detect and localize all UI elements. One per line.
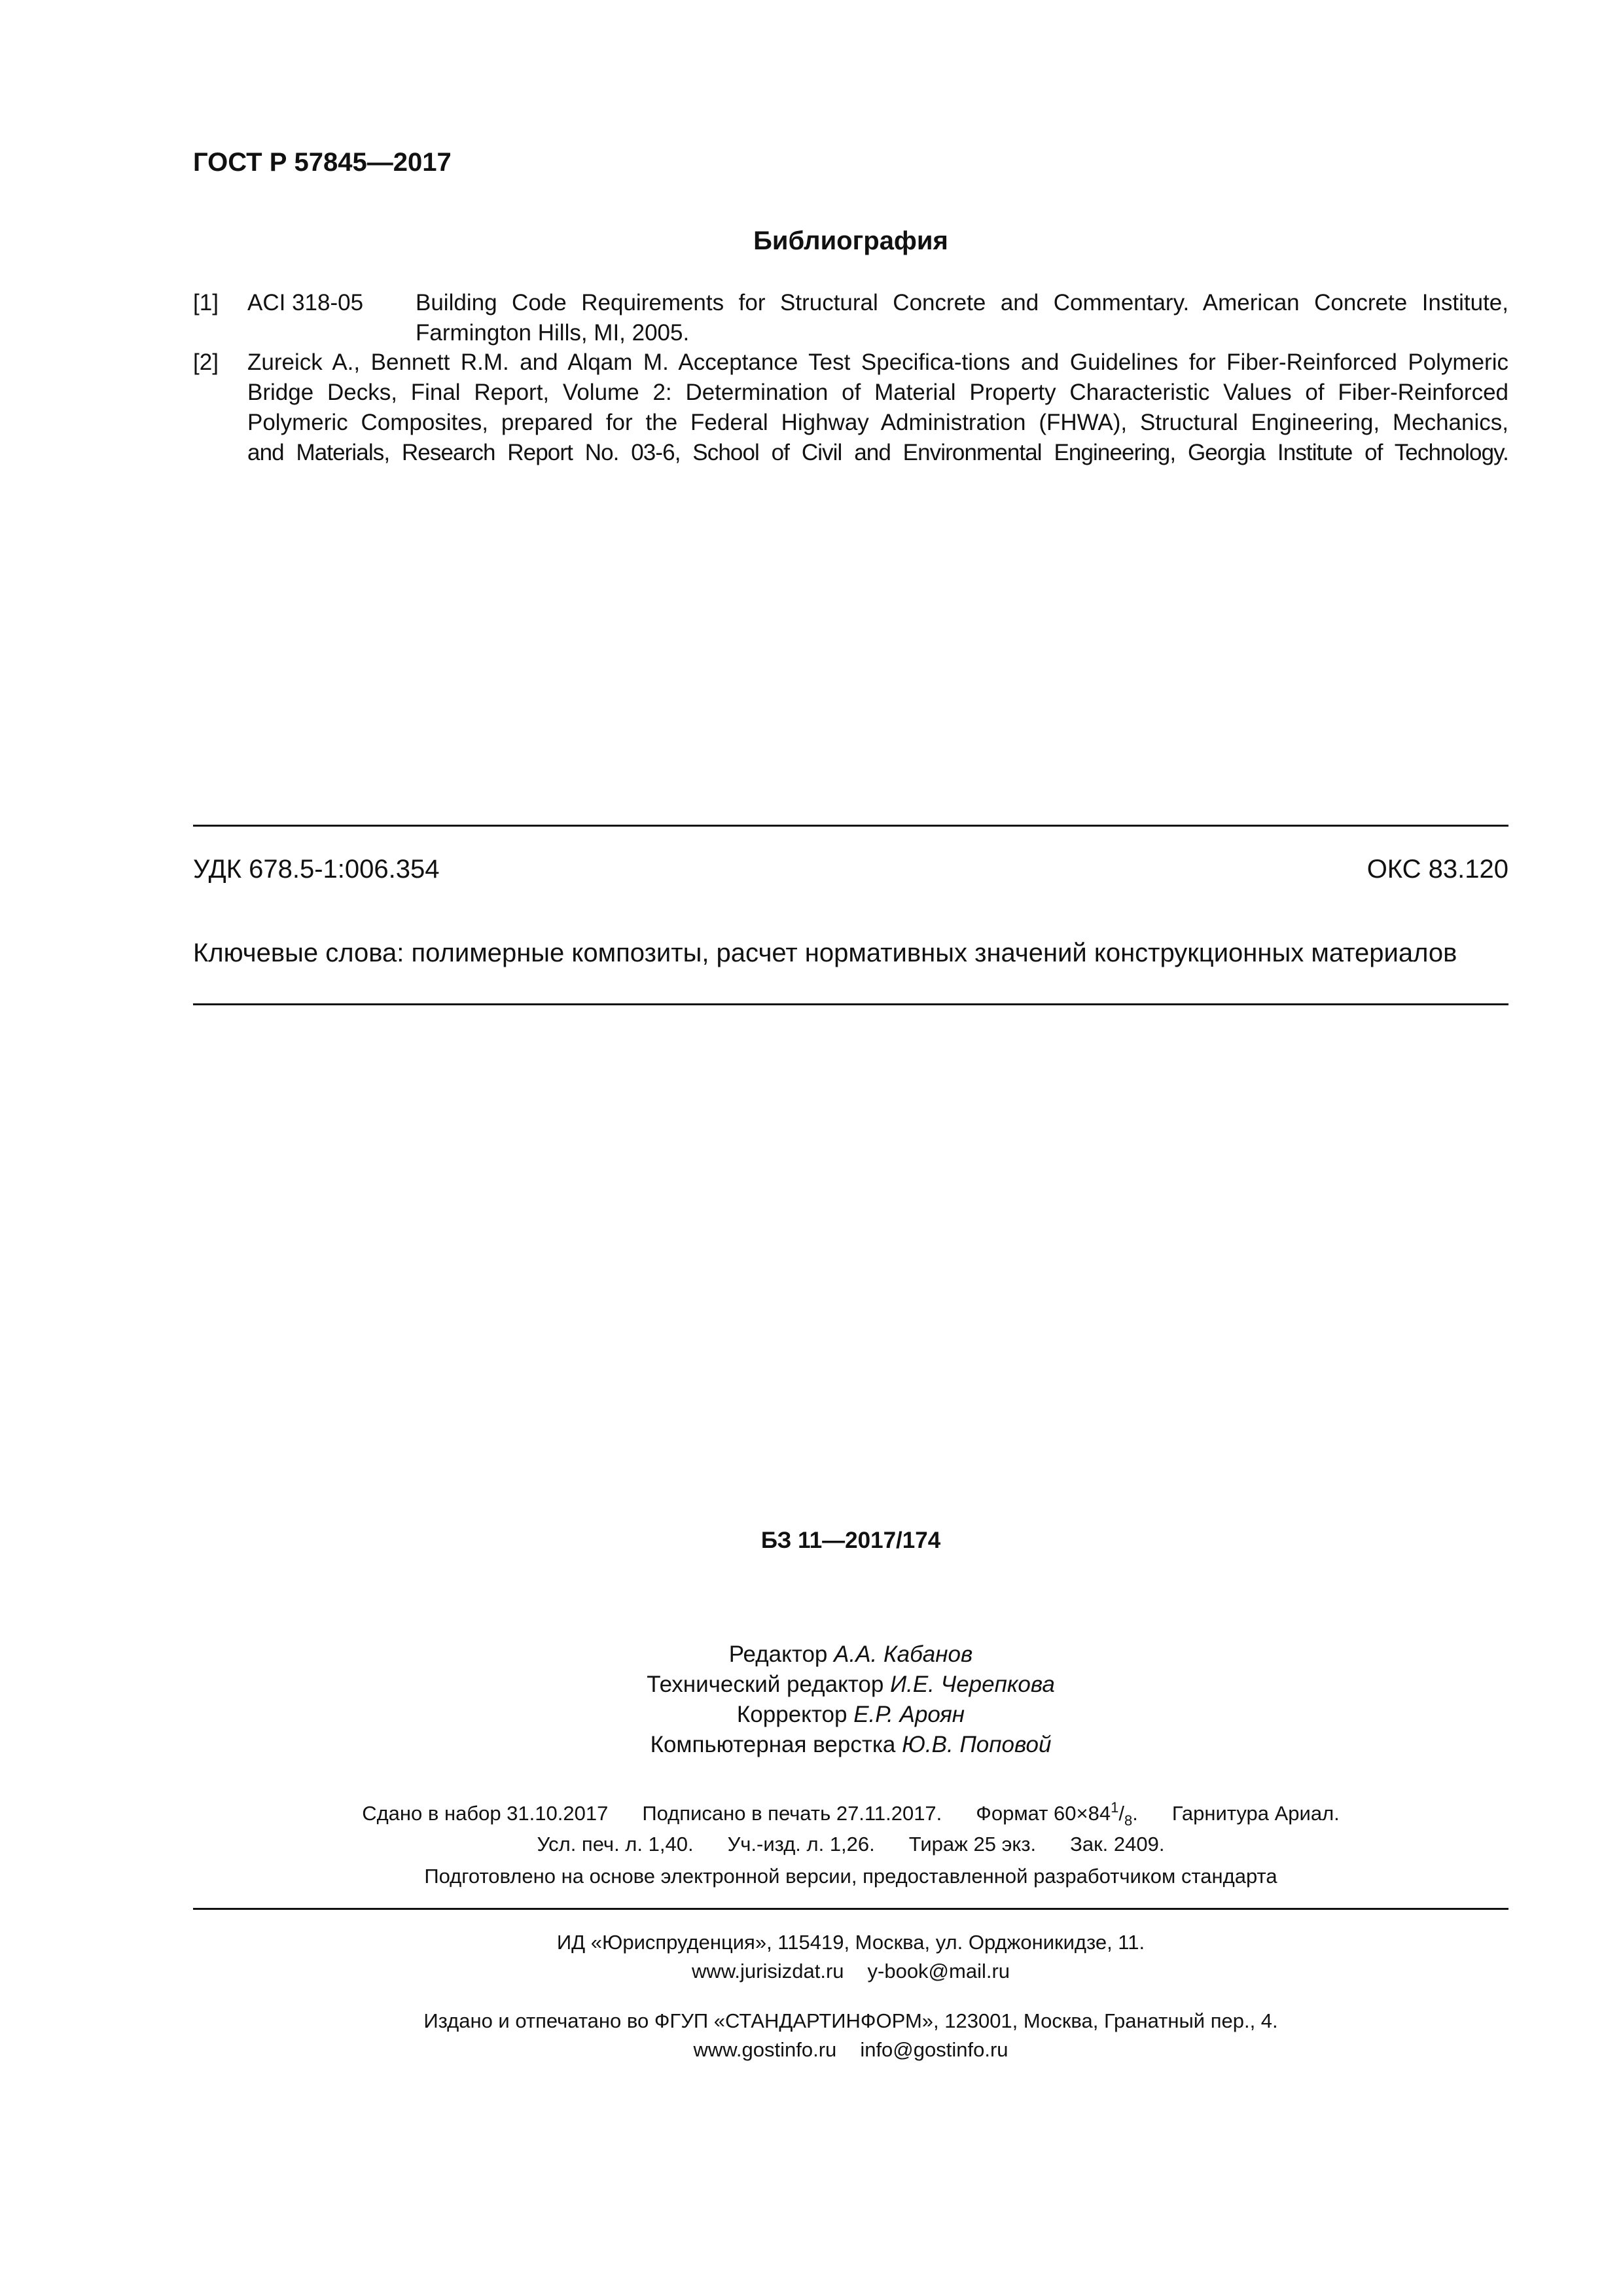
entry-text-line: Polymeric Composites, prepared for the Federal Highway Administration (FHWA), Structural Engineering, Mechanics, [247, 410, 1508, 435]
bibliography-entry [193, 288, 1508, 351]
printer-email-link[interactable]: info@gostinfo.ru [860, 2038, 1008, 2061]
entry-text: Building Code Requirements for Structural Concrete and Commentary. American Concrete Institute, Farmington Hills, MI, 2005. [416, 290, 1508, 346]
credit-name: Ю.В. Поповой [902, 1732, 1052, 1757]
printer-address: Издано и отпечатано во ФГУП «СТАНДАРТИНФОРМ», 123001, Москва, Гранатный пер., 4. [423, 2009, 1278, 2032]
publisher-email-link[interactable]: y-book@mail.ru [867, 1960, 1010, 1982]
order-number: Зак. 2409. [1070, 1833, 1165, 1856]
credit-name: Е.Р. Ароян [853, 1702, 965, 1727]
publisher-address: ИД «Юриспруденция», 115419, Москва, ул. Орджоникидзе, 11. [556, 1931, 1145, 1954]
entry-number: [1] [193, 290, 219, 315]
entry-text-line: Bridge Decks, Final Report, Volume 2: Determination of Material Property Characteristic Values of Fiber-Reinforced [247, 380, 1508, 405]
credit-line [193, 1700, 1508, 1730]
bz-number: БЗ 11—2017/174 [760, 1528, 941, 1553]
pub-sheets: Уч.-изд. л. 1,26. [727, 1833, 875, 1856]
submitted-date: Сдано в набор 31.10.2017 [362, 1802, 609, 1825]
entry-text-line: and Materials, Research Report No. 03-6, School of Civil and Environmental Engineering, Georgia Institute of Technology. [247, 440, 1508, 465]
credit-role: Корректор [736, 1702, 847, 1727]
credit-line [193, 1640, 1508, 1670]
divider [193, 1003, 1508, 1005]
printer-web-link[interactable]: www.gostinfo.ru [693, 2038, 837, 2061]
credit-name: А.А. Кабанов [834, 1641, 973, 1667]
credits [193, 1640, 1508, 1760]
print-sheets: Усл. печ. л. 1,40. [537, 1833, 694, 1856]
bibliography-title: Библиография [753, 226, 948, 255]
entry-code: ACI 318-05 [247, 290, 364, 315]
credit-role: Редактор [728, 1641, 828, 1667]
signed-date: Подписано в печать 27.11.2017. [642, 1802, 942, 1825]
document-code: ГОСТ Р 57845—2017 [193, 148, 452, 177]
print-details-line [193, 1833, 1508, 1856]
credit-name: И.Е. Черепкова [890, 1672, 1055, 1697]
oks-code: ОКС 83.120 [1366, 855, 1508, 884]
udc-code: УДК 678.5-1:006.354 [193, 855, 440, 884]
divider [193, 1908, 1508, 1910]
keywords: Ключевые слова: полимерные композиты, расчет нормативных значений конструкционных материалов [193, 939, 1457, 967]
print-run: Тираж 25 экз. [908, 1833, 1037, 1856]
credit-line [193, 1670, 1508, 1700]
bibliography-entry [193, 348, 1508, 472]
credit-role: Компьютерная верстка [650, 1732, 896, 1757]
printer-contacts [193, 2038, 1508, 2062]
publisher-web-link[interactable]: www.jurisizdat.ru [691, 1960, 844, 1982]
entry-text-line: Zureick A., Bennett R.M. and Alqam M. Acceptance Test Specifica-tions and Guidelines for Fiber-Reinforced Polymeric [247, 350, 1508, 375]
credit-line [193, 1730, 1508, 1760]
divider [193, 825, 1508, 827]
credit-role: Технический редактор [647, 1672, 884, 1697]
typeface: Гарнитура Ариал. [1171, 1802, 1340, 1825]
entry-text [247, 348, 1508, 468]
print-details-line [193, 1799, 1508, 1829]
entry-number: [2] [193, 350, 219, 375]
paper-format: Формат $60\times 84^1/_8$. [976, 1799, 1138, 1829]
prepared-note: Подготовлено на основе электронной версии, предоставленной разработчиком стандарта [424, 1865, 1277, 1888]
publisher-contacts [193, 1960, 1508, 1983]
